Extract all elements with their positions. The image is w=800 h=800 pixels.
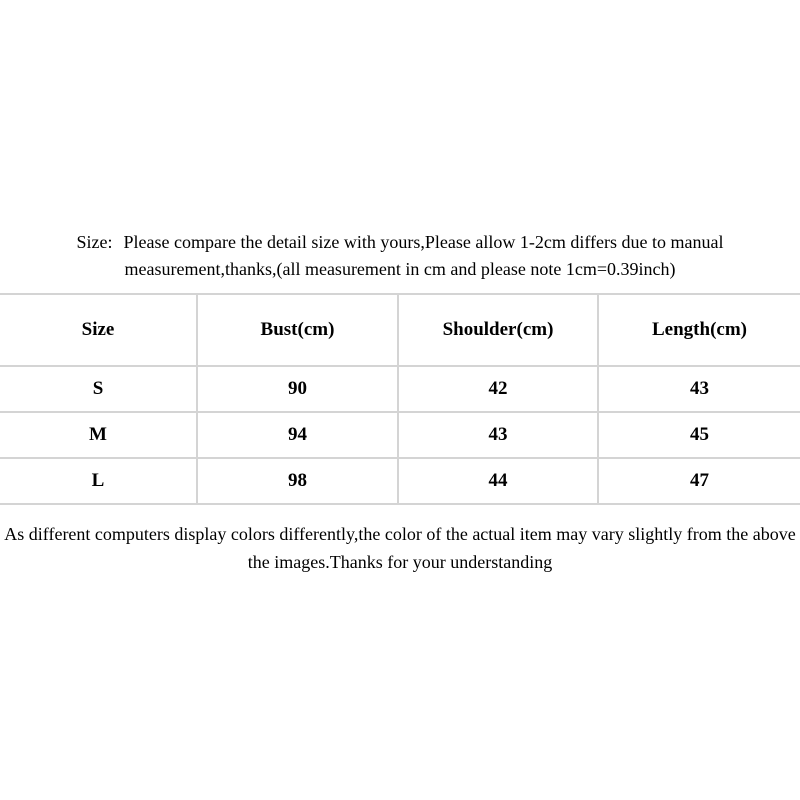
size-table-header-row <box>0 294 800 366</box>
cell-s-length: 43 <box>598 366 800 412</box>
color-disclaimer-line1: As different computers display colors differently,the color of the actual item may vary slightly from the above <box>4 524 796 544</box>
table-row-l <box>0 458 800 504</box>
cell-l-size: L <box>0 458 197 504</box>
color-disclaimer-line2: the images.Thanks for your understanding <box>247 552 553 572</box>
size-table <box>0 293 800 505</box>
cell-m-size: M <box>0 412 197 458</box>
size-note <box>0 229 800 283</box>
cell-l-shoulder: 44 <box>398 458 598 504</box>
cell-l-bust: 98 <box>197 458 398 504</box>
header-size: Size <box>0 294 197 366</box>
cell-m-shoulder: 43 <box>398 412 598 458</box>
cell-s-bust: 90 <box>197 366 398 412</box>
header-bust: Bust(cm) <box>197 294 398 366</box>
cell-s-shoulder: 42 <box>398 366 598 412</box>
table-row-m <box>0 412 800 458</box>
header-length: Length(cm) <box>598 294 800 366</box>
cell-m-bust: 94 <box>197 412 398 458</box>
size-note-line1-text: Please compare the detail size with yours,Please allow 1-2cm differs due to manual <box>123 232 724 252</box>
color-disclaimer <box>0 520 800 576</box>
cell-l-length: 47 <box>598 458 800 504</box>
size-note-line2: measurement,thanks,(all measurement in cm and please note 1cm=0.39inch) <box>124 259 676 279</box>
size-note-line1 <box>0 229 800 256</box>
cell-s-size: S <box>0 366 197 412</box>
size-note-label: Size: <box>76 232 113 252</box>
cell-m-length: 45 <box>598 412 800 458</box>
table-row-s <box>0 366 800 412</box>
header-shoulder: Shoulder(cm) <box>398 294 598 366</box>
